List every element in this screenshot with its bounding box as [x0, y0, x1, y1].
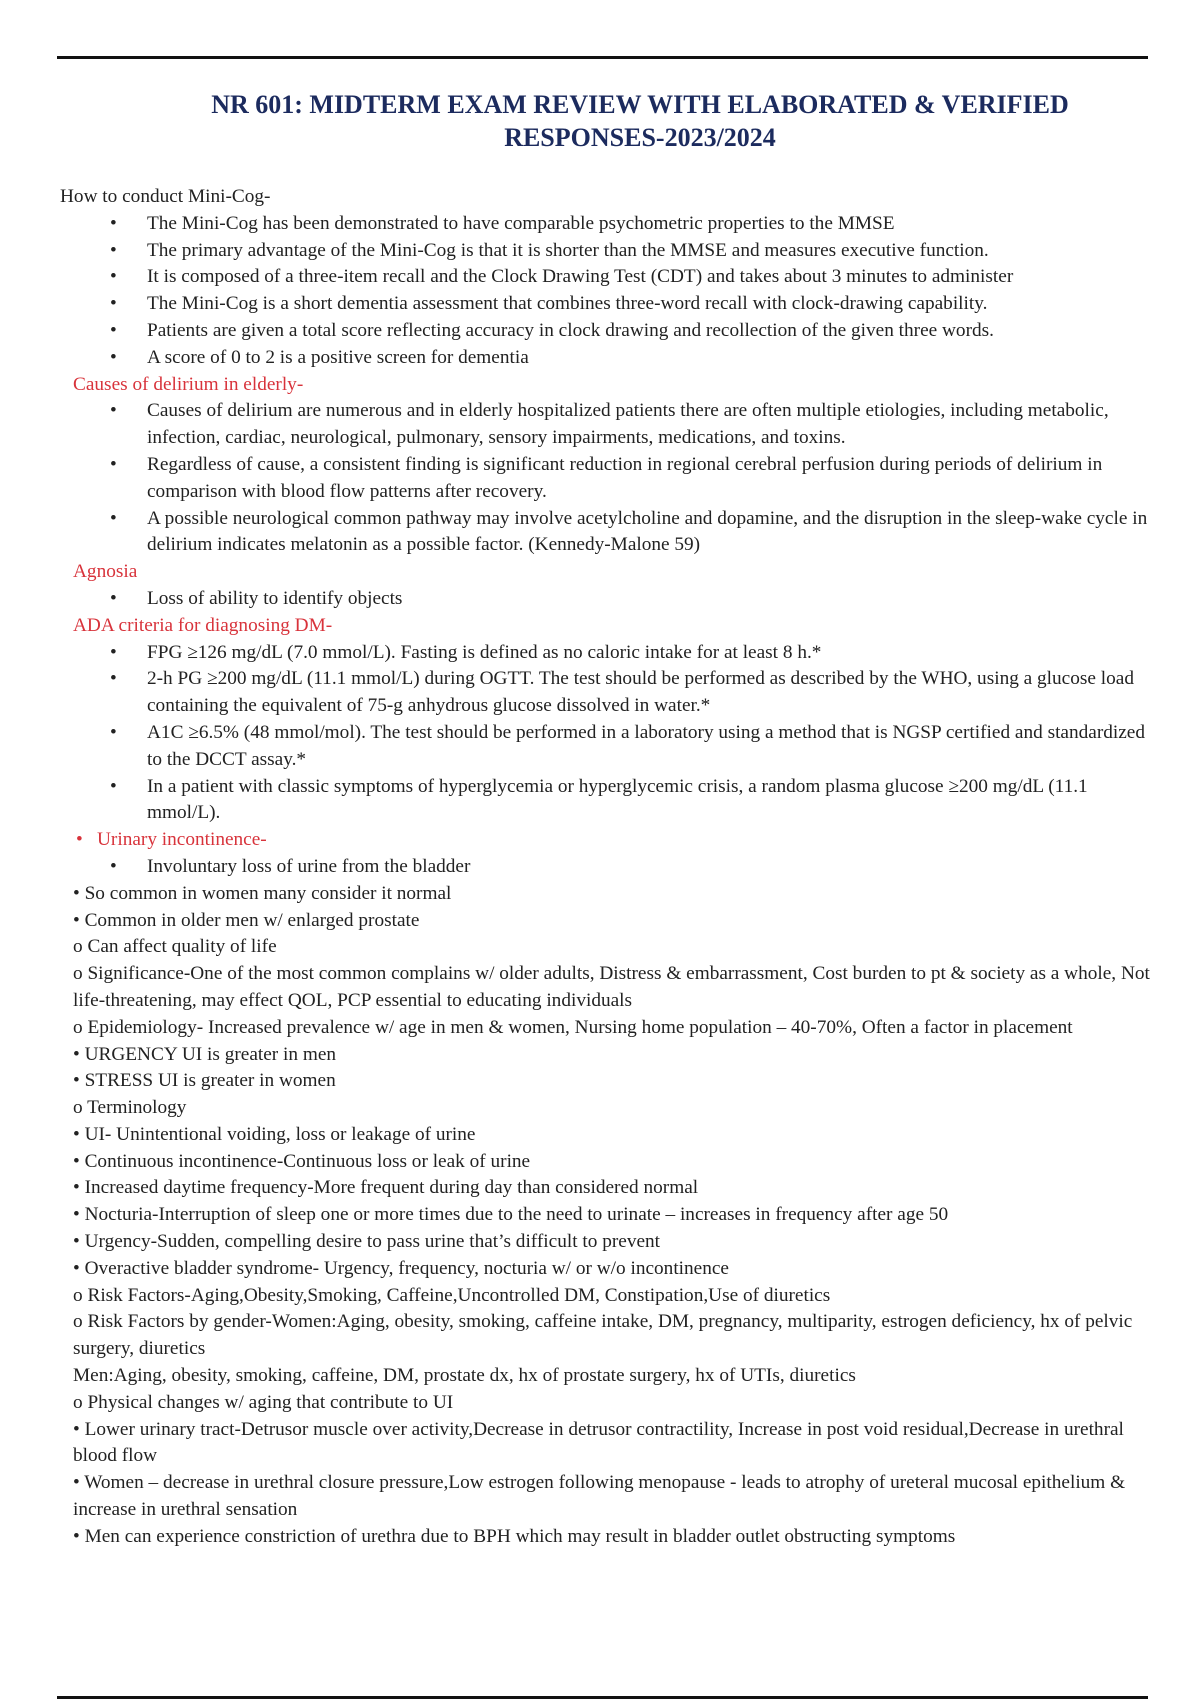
bullet-item — [0, 238, 1200, 265]
text-line — [0, 1149, 1200, 1176]
line-text: Causes of delirium in elderly- — [73, 373, 304, 395]
text-line — [0, 881, 1200, 908]
title-line-2: RESPONSES-2023/2024 — [504, 123, 776, 152]
line-text: • Continuous incontinence-Continuous loss or leak of urine — [73, 1150, 531, 1172]
line-text: Regardless of cause, a consistent finding is significant reduction in regional cerebral perfusion during periods of delirium in comparison with blood flow patterns after recovery. — [147, 453, 1103, 502]
line-text: In a patient with classic symptoms of hyperglycemia or hyperglycemic crisis, a random plasma glucose ≥200 mg/dL (11.1 mmol/L). — [147, 775, 1088, 824]
line-text: FPG ≥126 mg/dL (7.0 mmol/L). Fasting is defined as no caloric intake for at least 8 h.* — [147, 641, 822, 663]
bullet-icon: • — [110, 212, 117, 234]
text-line — [0, 1470, 1200, 1524]
red-section-heading — [0, 372, 1200, 399]
line-text: Men:Aging, obesity, smoking, caffeine, DM, prostate dx, hx of prostate surgery, hx of UTIs, diuretics — [73, 1365, 856, 1387]
text-line — [0, 1175, 1200, 1202]
line-text: Agnosia — [73, 561, 138, 583]
line-text: • Urgency-Sudden, compelling desire to pass urine that’s difficult to prevent — [73, 1231, 661, 1253]
bullet-item — [0, 586, 1200, 613]
line-text: Loss of ability to identify objects — [147, 587, 403, 609]
line-text: • Overactive bladder syndrome- Urgency, frequency, nocturia w/ or w/o incontinence — [73, 1257, 729, 1279]
line-text: 2-h PG ≥200 mg/dL (11.1 mmol/L) during OGTT. The test should be performed as described by the WHO, using a glucose load containing the equivalent of 75-g anhydrous glucose dissolved in water.* — [147, 668, 1134, 717]
line-text: How to conduct Mini-Cog- — [60, 186, 271, 207]
text-line — [0, 1417, 1200, 1471]
bullet-icon: • — [110, 587, 117, 609]
line-text: • Lower urinary tract-Detrusor muscle over activity,Decrease in detrusor contractility, Increase in post void residual,Decrease in urethral blood flow — [73, 1418, 1124, 1467]
line-text: Patients are given a total score reflecting accuracy in clock drawing and recollection of the given three words. — [147, 319, 994, 341]
line-text: • Nocturia-Interruption of sleep one or more times due to the need to urinate – increases in frequency after age 50 — [73, 1204, 949, 1226]
line-text: A possible neurological common pathway may involve acetylcholine and dopamine, and the disruption in the sleep-wake cycle in delirium indicates melatonin as a possible factor. (Kennedy-Malone 59) — [147, 507, 1148, 556]
line-text: The Mini-Cog is a short dementia assessment that combines three-word recall with clock-drawing capability. — [147, 293, 988, 315]
line-text: It is composed of a three-item recall and the Clock Drawing Test (CDT) and takes about 3 minutes to administer — [147, 266, 1014, 288]
text-line — [0, 1309, 1200, 1363]
text-line — [0, 1015, 1200, 1042]
document-title — [140, 88, 1140, 154]
bullet-icon: • — [110, 668, 117, 690]
line-text: o Can affect quality of life — [73, 936, 277, 958]
bullet-icon: • — [76, 829, 83, 851]
bullet-icon: • — [110, 453, 117, 475]
bullet-item — [0, 666, 1200, 720]
line-text: • STRESS UI is greater in women — [73, 1070, 336, 1092]
text-line — [0, 961, 1200, 1015]
bullet-item — [0, 291, 1200, 318]
line-text: A score of 0 to 2 is a positive screen for dementia — [147, 346, 529, 368]
bullet-item — [0, 211, 1200, 238]
bullet-icon: • — [110, 855, 117, 877]
title-line-1: NR 601: MIDTERM EXAM REVIEW WITH ELABORATED & VERIFIED — [211, 90, 1069, 119]
text-line — [0, 1202, 1200, 1229]
bullet-icon: • — [110, 239, 117, 261]
bullet-icon: • — [110, 293, 117, 315]
line-text: o Terminology — [73, 1097, 187, 1119]
bullet-item — [0, 854, 1200, 881]
text-line — [0, 1256, 1200, 1283]
bullet-item — [0, 264, 1200, 291]
red-section-heading — [0, 613, 1200, 640]
bullet-icon: • — [110, 266, 117, 288]
text-line — [0, 934, 1200, 961]
line-text: • Increased daytime frequency-More frequent during day than considered normal — [73, 1177, 699, 1199]
line-text: • UI- Unintentional voiding, loss or leakage of urine — [73, 1123, 476, 1145]
bullet-item — [0, 774, 1200, 828]
text-line — [0, 908, 1200, 935]
bullet-item — [0, 398, 1200, 452]
line-text: • Men can experience constriction of urethra due to BPH which may result in bladder outlet obstructing symptoms — [73, 1525, 956, 1547]
text-line — [0, 1390, 1200, 1417]
text-line — [0, 1363, 1200, 1390]
bullet-icon: • — [110, 507, 117, 529]
document-body — [0, 184, 1200, 1551]
section-heading — [0, 184, 1200, 211]
bullet-icon: • — [110, 319, 117, 341]
bullet-item — [0, 506, 1200, 560]
text-line — [0, 1042, 1200, 1069]
text-line — [0, 1283, 1200, 1310]
bullet-item — [0, 345, 1200, 372]
line-text: • So common in women many consider it normal — [73, 882, 452, 904]
line-text: A1C ≥6.5% (48 mmol/mol). The test should be performed in a laboratory using a method that is NGSP certified and standardized to the DCCT assay.* — [147, 721, 1146, 770]
line-text: o Physical changes w/ aging that contribute to UI — [73, 1391, 454, 1413]
bullet-item — [0, 452, 1200, 506]
line-text: o Risk Factors-Aging,Obesity,Smoking, Caffeine,Uncontrolled DM, Constipation,Use of diuretics — [73, 1284, 831, 1306]
line-text: Causes of delirium are numerous and in elderly hospitalized patients there are often multiple etiologies, including metabolic, infection, cardiac, neurological, pulmonary, sensory impairments, medications, and toxins. — [147, 400, 1109, 449]
bullet-item — [0, 720, 1200, 774]
line-text: ADA criteria for diagnosing DM- — [73, 614, 333, 636]
bullet-icon: • — [110, 721, 117, 743]
text-line — [0, 1122, 1200, 1149]
footer-rule — [57, 1696, 1148, 1699]
text-line — [0, 1524, 1200, 1551]
line-text: The Mini-Cog has been demonstrated to have comparable psychometric properties to the MMSE — [147, 212, 895, 234]
text-line — [0, 1068, 1200, 1095]
line-text: • Women – decrease in urethral closure pressure,Low estrogen following menopause - leads to atrophy of ureteral mucosal epithelium & increase in urethral sensation — [73, 1472, 1126, 1521]
line-text: • URGENCY UI is greater in men — [73, 1043, 337, 1065]
red-bullet-heading — [0, 827, 1200, 854]
bullet-item — [0, 640, 1200, 667]
text-line — [0, 1229, 1200, 1256]
line-text: • Common in older men w/ enlarged prostate — [73, 909, 420, 931]
line-text: o Significance-One of the most common complains w/ older adults, Distress & embarrassment, Cost burden to pt & society as a whole, Not life-threatening, may effect QOL, PCP essential to educating individuals — [73, 963, 1150, 1011]
bullet-item — [0, 318, 1200, 345]
header-rule — [57, 56, 1148, 59]
bullet-icon: • — [110, 641, 117, 663]
bullet-icon: • — [110, 400, 117, 422]
line-text: The primary advantage of the Mini-Cog is that it is shorter than the MMSE and measures executive function. — [147, 239, 989, 261]
line-text: o Epidemiology- Increased prevalence w/ age in men & women, Nursing home population – 40-70%, Often a factor in placement — [73, 1016, 1073, 1038]
bullet-icon: • — [110, 775, 117, 797]
line-text: Urinary incontinence- — [97, 829, 267, 851]
red-section-heading — [0, 559, 1200, 586]
line-text: Involuntary loss of urine from the bladder — [147, 855, 471, 877]
bullet-icon: • — [110, 346, 117, 368]
line-text: o Risk Factors by gender-Women:Aging, obesity, smoking, caffeine intake, DM, pregnancy, multiparity, estrogen deficiency, hx of pelvic surgery, diuretics — [73, 1311, 1133, 1360]
text-line — [0, 1095, 1200, 1122]
